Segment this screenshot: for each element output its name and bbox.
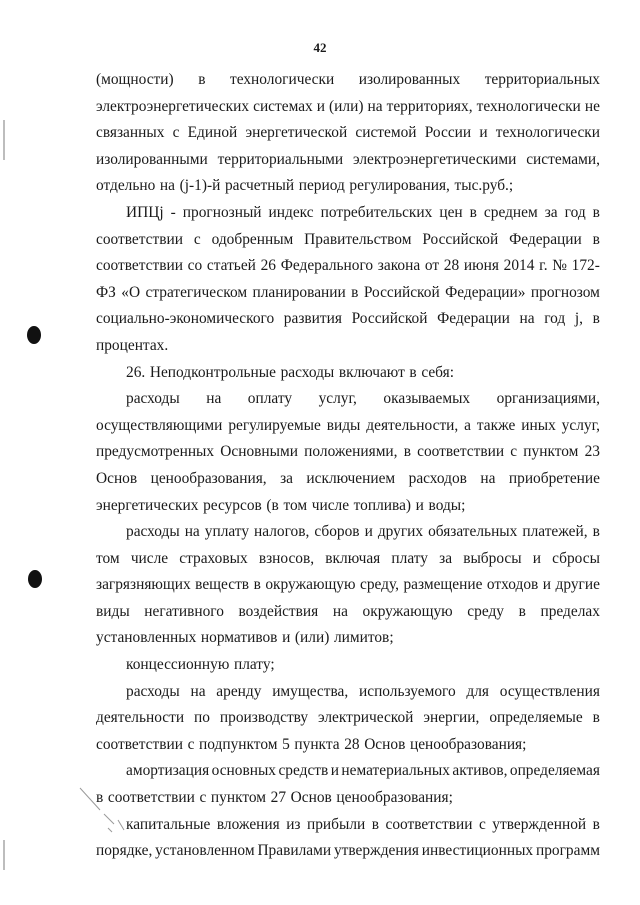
text-line: процентах.	[96, 336, 169, 354]
text-line: 26. Неподконтрольные расходы включают в себя:	[126, 363, 454, 381]
page-number: 42	[313, 40, 327, 55]
text-line: деятельности по производству электрической энергии, определяемые в	[96, 709, 600, 727]
text-line: виды негативного воздействия на окружающую среду в пределах	[96, 602, 600, 620]
text-line: соответствии с подпунктом 5 пункта 28 Основ ценообразования;	[96, 735, 527, 753]
scan-edge-mark	[3, 120, 5, 160]
text-line: амортизация основных средств и нематериальных активов, определяемая	[126, 762, 600, 780]
text-line: электроэнергетических системах и (или) на территориях, технологически не	[96, 97, 600, 115]
binder-hole	[27, 326, 41, 344]
text-line: изолированными территориальными электроэнергетическими системами,	[96, 150, 600, 168]
text-line: предусмотренных Основными положениями, в соответствии с пунктом 23	[96, 443, 600, 461]
scan-edge-mark	[3, 840, 5, 870]
text-line: в соответствии с пунктом 27 Основ ценообразования;	[96, 789, 453, 807]
text-line: Основ ценообразования, за исключением расходов на приобретение	[96, 469, 600, 487]
text-line: ИПЦj - прогнозный индекс потребительских цен в среднем за год в	[126, 203, 600, 221]
text-line: концессионную плату;	[126, 656, 275, 674]
text-line: соответствии со статьей 26 Федерального закона от 28 июня 2014 г. № 172-	[96, 257, 600, 275]
text-line: расходы на оплату услуг, оказываемых организациями,	[126, 390, 600, 408]
text-line: расходы на аренду имущества, используемого для осуществления	[126, 682, 600, 700]
text-line: порядке, установленном Правилами утверждения инвестиционных программ	[96, 842, 600, 860]
text-line: соответствии с одобренным Правительством Российской Федерации в	[96, 230, 600, 248]
text-line: связанных с Единой энергетической системой России и технологически	[96, 124, 600, 142]
text-line: энергетических ресурсов (в том числе топлива) и воды;	[96, 496, 466, 514]
text-line: том числе страховых взносов, включая плату за выбросы и сбросы	[96, 549, 600, 567]
text-line: загрязняющих веществ в окружающую среду, размещение отходов и другие	[96, 576, 600, 594]
text-line: отдельно на (j-1)-й расчетный период регулирования, тыс.руб.;	[96, 177, 514, 195]
text-line: капитальные вложения из прибыли в соответствии с утвержденной в	[126, 815, 600, 833]
text-line: расходы на уплату налогов, сборов и других обязательных платежей, в	[126, 523, 600, 541]
document-body	[96, 67, 600, 865]
text-line: установленных нормативов и (или) лимитов;	[96, 629, 394, 647]
text-line: социально-экономического развития Российской Федерации на год j, в	[96, 310, 600, 328]
text-line: ФЗ «О стратегическом планировании в Российской Федерации» прогнозом	[96, 283, 600, 301]
text-line: (мощности) в технологически изолированных территориальных	[96, 71, 600, 88]
binder-hole	[28, 570, 42, 588]
text-line: осуществляющими регулируемые виды деятельности, а также иных услуг,	[96, 416, 600, 434]
